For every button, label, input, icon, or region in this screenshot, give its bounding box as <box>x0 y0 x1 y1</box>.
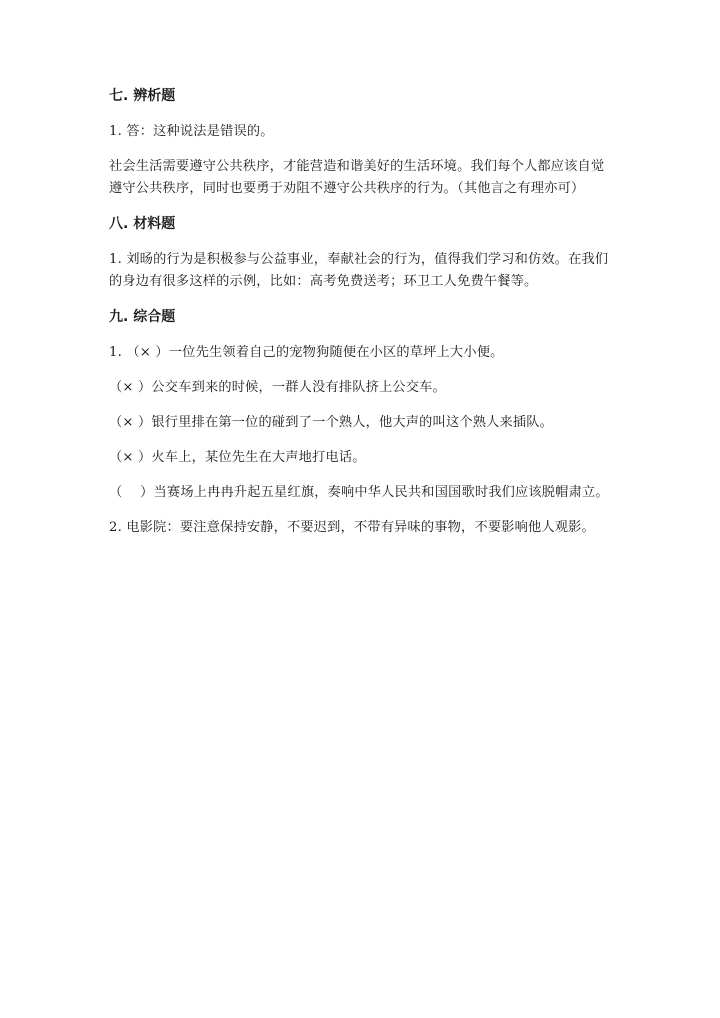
answer-paragraph: （× ）火车上，某位先生在大声地打电话。 <box>109 450 366 465</box>
section-discrimination <box>109 85 614 200</box>
document-page <box>109 82 614 552</box>
answer-paragraph: 1. 刘旸的行为是积极参与公益事业，奉献社会的行为，值得我们学习和仿效。在我们的身边有很多这样的示例，比如：高考免费送考；环卫工人免费午餐等。 <box>109 252 609 289</box>
answer-paragraph: （× ）公交车到来的时候，一群人没有排队挤上公交车。 <box>109 380 446 395</box>
answer-paragraph: 1. （× ）一位先生领着自己的宠物狗随便在小区的草坪上大小便。 <box>109 345 504 360</box>
section-title: 八. 材料题 <box>109 216 176 232</box>
answer-paragraph: 1. 答：这种说法是错误的。 <box>109 124 274 139</box>
answer-paragraph: （ ）当赛场上冉冉升起五星红旗，奏响中华人民共和国国歌时我们应该脱帽肃立。 <box>109 485 609 500</box>
section-comprehensive <box>109 306 614 539</box>
answer-paragraph: （× ）银行里排在第一位的碰到了一个熟人，他大声的叫这个熟人来插队。 <box>109 415 554 430</box>
section-title: 九. 综合题 <box>109 309 176 325</box>
section-material <box>109 213 614 293</box>
answer-paragraph: 2. 电影院：要注意保持安静，不要迟到，不带有异味的事物，不要影响他人观影。 <box>109 520 595 535</box>
answer-paragraph: 社会生活需要遵守公共秩序，才能营造和谐美好的生活环境。我们每个人都应该自觉遵守公共秩序，同时也要勇于劝阻不遵守公共秩序的行为。（其他言之有理亦可） <box>109 159 605 196</box>
section-title: 七. 辨析题 <box>109 88 176 104</box>
